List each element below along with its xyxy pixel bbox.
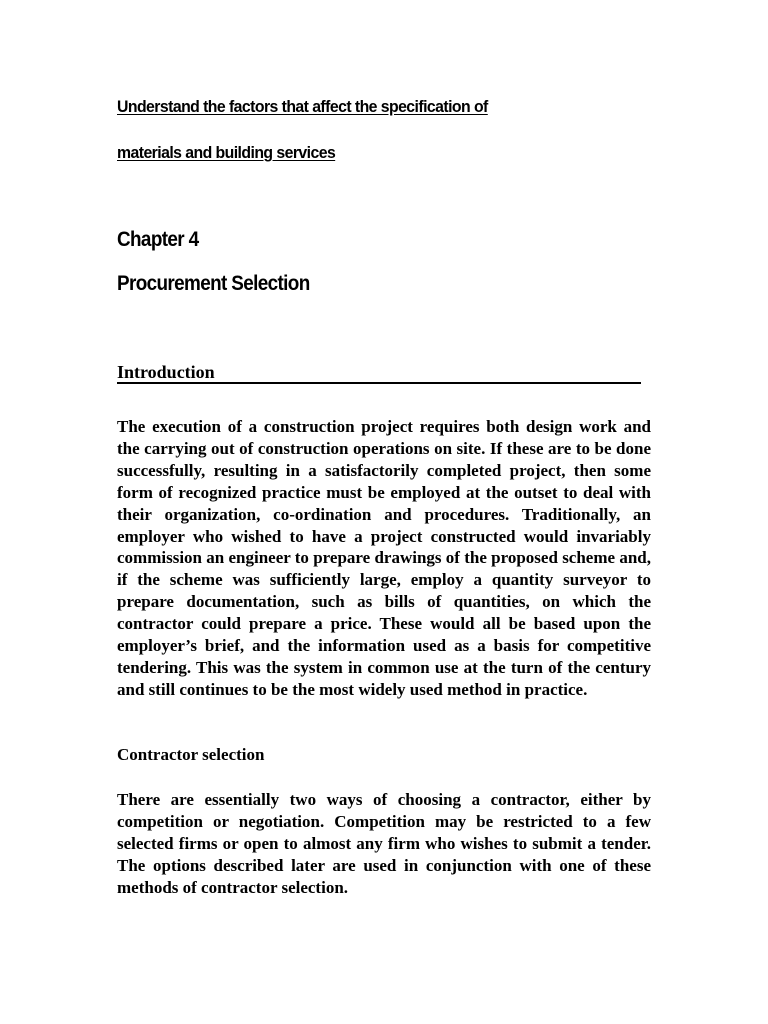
document-title-line-1: Understand the factors that affect the specification of xyxy=(117,97,488,116)
introduction-heading: Introduction xyxy=(117,362,641,384)
chapter-title: Procurement Selection xyxy=(117,272,310,295)
contractor-selection-heading: Contractor selection xyxy=(117,745,265,764)
introduction-paragraph: The execution of a construction project requires both design work and the carrying out of construction operations on site. If these are to be done successfully, resulting in a satisfactorily completed project, then some form of recognized practice must be employed at the outset to deal with their organization, co-ordination and procedures. Traditionally, an employer who wished to have a project constructed would invariably commission an engineer to prepare drawings of the proposed scheme and, if the scheme was sufficiently large, employ a quantity surveyor to prepare documentation, such as bills of quantities, on which the contractor could prepare a price. These would all be based upon the employer’s brief, and the information used as a basis for competitive tendering. This was the system in common use at the turn of the century and still continues to be the most widely used method in practice. xyxy=(117,417,651,699)
contractor-selection-paragraph: There are essentially two ways of choosing a contractor, either by competition or negotiation. Competition may be restricted to a few selected firms or open to almost any firm who wishes to submit a tender. The options described later are used in conjunction with one of these methods of contractor selection. xyxy=(117,790,651,897)
document-title-line-2: materials and building services xyxy=(117,143,336,162)
chapter-number: Chapter 4 xyxy=(117,228,199,251)
